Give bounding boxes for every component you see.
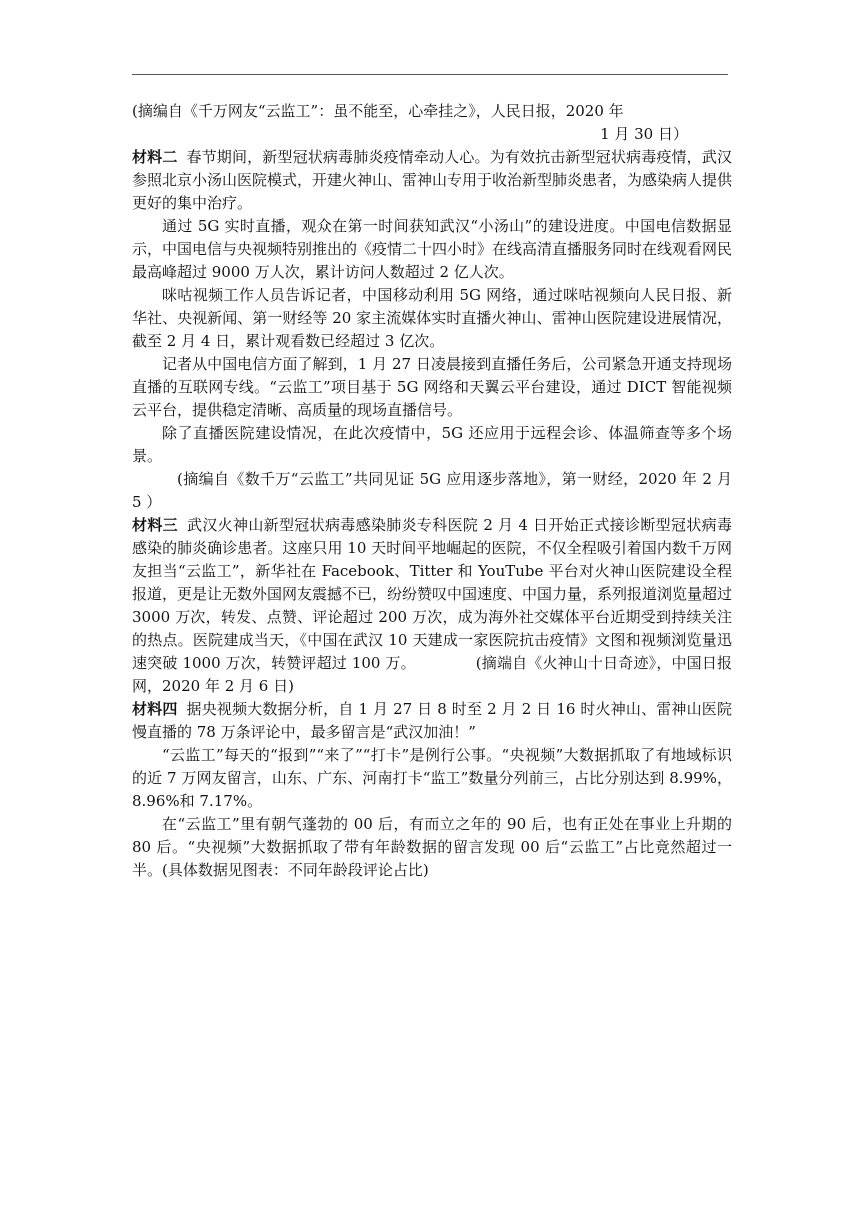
material-4-paragraph-2: “云监工”每天的“报到”“来了”“打卡”是例行公事。“央视频”大数据抓取了有地域标识的近 7 万网友留言，山东、广东、河南打卡“监工”数量分列前三，占比分别达到 8.99%，8.96%和 7.17%。 [132,746,732,810]
material-4-paragraph-1: 材料四 据央视频大数据分析，自 1 月 27 日 8 时至 2 月 2 日 16 时火神山、雷神山医院慢直播的 78 万条评论中，最多留言是“武汉加油！” [132,700,732,741]
material-3-label: 材料三 [132,516,178,534]
source-citation-3: (摘端自《火神山十日奇迹》，中国日报网，2020 年 2 月 6 日) [132,654,732,695]
source-citation-1-date: 1 月 30 日） [600,125,688,143]
material-3-paragraph-1: 材料三 武汉火神山新型冠状病毒感染肺炎专科医院 2 月 4 日开始正式接诊断型冠状病毒感染的肺炎确诊患者。这座只用 10 天时间平地崛起的医院，不仅全程吸引着国内数千万网友担当“云监工”，新华社在 Facebook、Titter 和 YouTube 平台对火神山医院建设全程报道，更是让无数外国网友震撼不已，纷纷赞叹中国速度、中国力量，系列报道浏览量超过 3000 万次，转发、点赞、评论超过 200 万次，成为海外社交媒体平台近期受到持续关注的热点。医院建成当天，《中国在武汉 10 天建成一家医院抗击疫情》文图和视频浏览量迅速突破 1000 万次，转赞评超过 100 万。 (摘端自《火神山十日奇迹》，中国日报网，2020 年 2 月 6 日) [132,516,733,695]
material-4-label: 材料四 [132,700,178,718]
document-body [132,100,732,882]
material-4-paragraph-3: 在“云监工”里有朝气蓬勃的 00 后，有而立之年的 90 后，也有正处在事业上升期的 80 后。“央视频”大数据抓取了带有年龄数据的留言发现 00 后“云监工”占比竟然超过一半。(具体数据见图表：不同年龄段评论占比) [132,815,732,879]
header-rule [132,74,728,75]
material-2-paragraph-1: 材料二 春节期间，新型冠状病毒肺炎疫情牵动人心。为有效抗击新型冠状病毒疫情，武汉参照北京小汤山医院模式，开建火神山、雷神山专用于收治新型肺炎患者，为感染病人提供更好的集中治疗。 [132,148,733,212]
material-2-paragraph-4: 记者从中国电信方面了解到，1 月 27 日凌晨接到直播任务后，公司紧急开通支持现场直播的互联网专线。“云监工”项目基于 5G 网络和天翼云平台建设，通过 DICT 智能视频云平台，提供稳定清晰、高质量的现场直播信号。 [132,355,732,419]
material-2-label: 材料二 [132,148,178,166]
source-citation-2: (摘编自《数千万“云监工”共同见证 5G 应用逐步落地》，第一财经，2020 年 2 月 5 ） [132,470,732,511]
source-citation-1: (摘编自《千万网友“云监工”：虽不能至，心牵挂之》，人民日报，2020 年 [132,102,624,120]
material-2-paragraph-3: 咪咕视频工作人员告诉记者，中国移动利用 5G 网络，通过咪咕视频向人民日报、新华社、央视新闻、第一财经等 20 家主流媒体实时直播火神山、雷神山医院建设进展情况，截至 2 月 4 日，累计观看数已经超过 3 亿次。 [132,286,732,350]
material-2-paragraph-5: 除了直播医院建设情况，在此次疫情中，5G 还应用于远程会诊、体温筛查等多个场景。 [132,424,732,465]
material-2-paragraph-2: 通过 5G 实时直播，观众在第一时间获知武汉“小汤山”的建设进度。中国电信数据显示，中国电信与央视频特别推出的《疫情二十四小时》在线高清直播服务同时在线观看网民最高峰超过 9000 万人次，累计访问人数超过 2 亿人次。 [132,217,733,281]
